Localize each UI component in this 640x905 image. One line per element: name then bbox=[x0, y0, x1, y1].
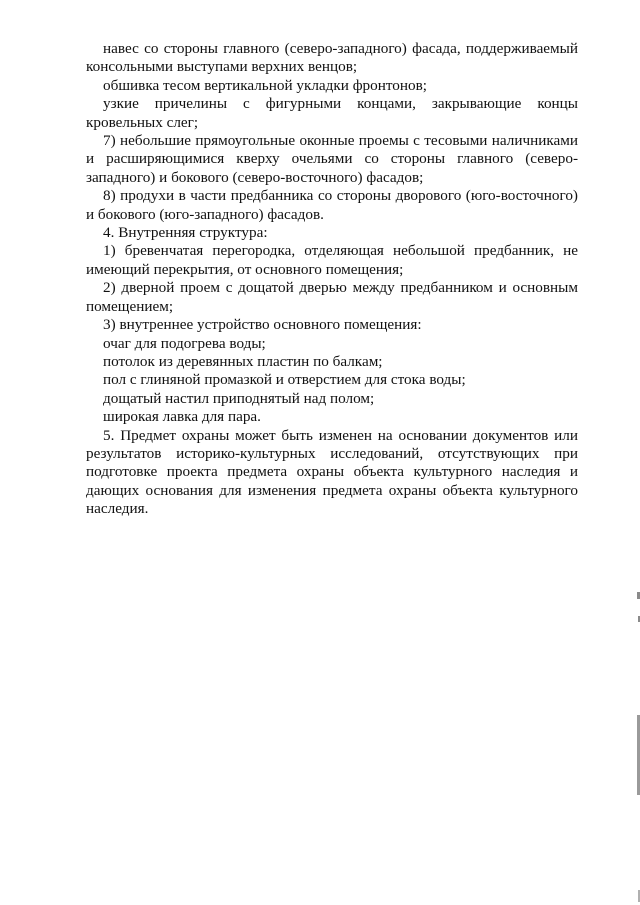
paragraph-canopy: навес со стороны главного (северо-западного) фасада, поддерживаемый консольными выступами верхних венцов; bbox=[86, 40, 578, 76]
paragraph-item-7-windows: 7) небольшие прямоугольные оконные проемы с тесовыми наличниками и расширяющимися кверху очельями со стороны главного (северо-западного) и бокового (северо-восточного) фасадов; bbox=[86, 132, 578, 186]
list-item-bench: широкая лавка для пара. bbox=[103, 408, 261, 426]
paragraph-section-5: 5. Предмет охраны может быть изменен на основании документов или результатов историко-культурных исследований, отсутствующих при подготовке проекта предмета охраны объекта культурного наследия и дающих основания для изменения предмета охраны объекта культурного наследия. bbox=[86, 426, 578, 518]
paragraph-gable-sheathing: обшивка тесом вертикальной укладки фронтонов; bbox=[103, 76, 427, 94]
list-item-floor: пол с глиняной промазкой и отверстием для стока воды; bbox=[103, 371, 466, 389]
paragraph-item-2-doorway: 2) дверной проем с дощатой дверью между предбанником и основным помещением; bbox=[86, 279, 578, 315]
paragraph-item-8-vents: 8) продухи в части предбанника со стороны дворового (юго-восточного) и бокового (юго-западного) фасадов. bbox=[86, 187, 578, 223]
list-item-ceiling: потолок из деревянных пластин по балкам; bbox=[103, 352, 383, 370]
paragraph-item-3-interior: 3) внутреннее устройство основного помещения: bbox=[103, 316, 422, 334]
paragraph-item-1-partition: 1) бревенчатая перегородка, отделяющая небольшой предбанник, не имеющий перекрытия, от основного помещения; bbox=[86, 242, 578, 278]
document-body bbox=[86, 40, 578, 519]
section-heading-internal-structure: 4. Внутренняя структура: bbox=[103, 224, 268, 242]
list-item-hearth: очаг для подогрева воды; bbox=[103, 334, 266, 352]
list-item-plank-deck: дощатый настил приподнятый над полом; bbox=[103, 389, 375, 407]
paragraph-bargeboards: узкие причелины с фигурными концами, закрывающие концы кровельных слег; bbox=[86, 95, 578, 131]
